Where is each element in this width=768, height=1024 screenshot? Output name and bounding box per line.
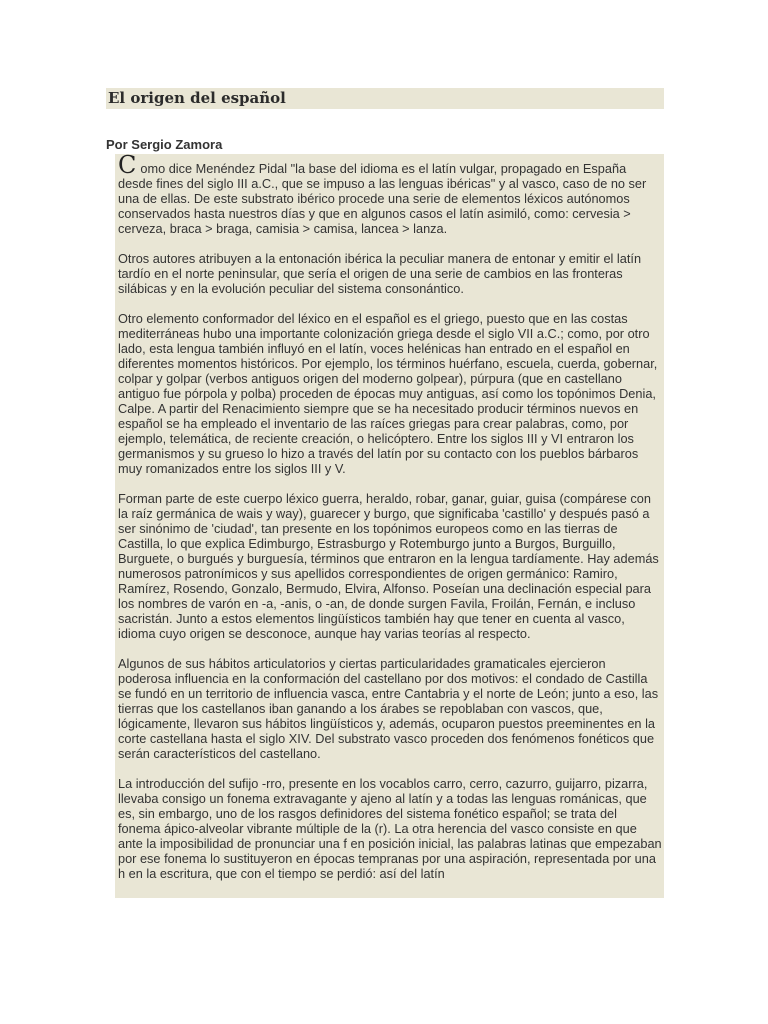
article-body	[118, 154, 662, 896]
article-panel	[115, 154, 664, 898]
paragraph-1	[118, 154, 662, 236]
title-bar	[106, 88, 664, 109]
paragraph-5: Algunos de sus hábitos articulatorios y ciertas particularidades gramaticales ejercieron poderosa influencia en la conformación del castellano por dos motivos: el condado de Castilla se fundó en un territorio de influencia vasca, entre Cantabria y el norte de León; junto a eso, las tierras que los castellanos iban ganando a los árabes se repoblaban con vascos, que, lógicamente, llevaron sus hábitos lingüísticos y, además, ocuparon puestos preeminentes en la corte castellana hasta el siglo XIV. Del substrato vasco proceden dos fenómenos fonéticos que serán característicos del castellano.	[118, 656, 659, 761]
paragraph-6: La introducción del sufijo -rro, presente en los vocablos carro, cerro, cazurro, guijarro, pizarra, llevaba consigo un fonema extravagante y ajeno al latín y a todas las lenguas románicas, que es, sin embargo, uno de los rasgos definidores del sistema fonético español; se trata del fonema ápico-alveolar vibrante múltiple de la (r). La otra herencia del vasco consiste en que ante la imposibilidad de pronunciar una f en posición inicial, las palabras latinas que empezaban por ese fonema lo sustituyeron en épocas tempranas por una aspiración, representada por una h en la escritura, que con el tiempo se perdió: así del latín	[118, 776, 662, 881]
paragraph-3: Otro elemento conformador del léxico en el español es el griego, puesto que en las costas mediterráneas hubo una importante colonización griega desde el siglo VII a.C.; como, por otro lado, esta lengua también influyó en el latín, voces helénicas han entrado en el español en diferentes momentos históricos. Por ejemplo, los términos huérfano, escuela, cuerda, gobernar, colpar y golpar (verbos antiguos origen del moderno golpear), púrpura (que en castellano antiguo fue pórpola y polba) proceden de épocas muy antiguas, así como los topónimos Denia, Calpe. A partir del Renacimiento siempre que se ha necesitado producir términos nuevos en español se ha empleado el inventario de las raíces griegas para crear palabras, como, por ejemplo, telemática, de reciente creación, o helicóptero. Entre los siglos III y VI entraron los germanismos y su grueso lo hizo a través del latín por su contacto con los pueblos bárbaros muy romanizados entre los siglos III y V.	[118, 311, 658, 476]
paragraph-4: Forman parte de este cuerpo léxico guerra, heraldo, robar, ganar, guiar, guisa (compárese con la raíz germánica de wais y way), guarecer y burgo, que significaba 'castillo' y después pasó a ser sinónimo de 'ciudad', tan presente en los topónimos europeos como en las tierras de Castilla, lo que explica Edimburgo, Estrasburgo y Rotemburgo junto a Burgos, Burguillo, Burguete, o burgués y burguesía, términos que entraron en la lengua tardíamente. Hay además numerosos patronímicos y sus apellidos correspondientes de origen germánico: Ramiro, Ramírez, Rosendo, Gonzalo, Bermudo, Elvira, Alfonso. Poseían una declinación especial para los nombres de varón en -a, -anis, o -an, de donde surgen Favila, Froilán, Fernán, e incluso sacristán. Junto a estos elementos lingüísticos también hay que tener en cuenta al vasco, idioma cuyo origen se desconoce, aunque hay varias teorías al respecto.	[118, 491, 659, 641]
paragraph-2: Otros autores atribuyen a la entonación ibérica la peculiar manera de entonar y emitir el latín tardío en el norte peninsular, que sería el origen de una serie de cambios en las fronteras silábicas y en la evolución peculiar del sistema consonántico.	[118, 251, 642, 296]
paragraph-1-text: omo dice Menéndez Pidal "la base del idioma es el latín vulgar, propagado en España desde fines del siglo III a.C., que se impuso a las lenguas ibéricas" y al vasco, caso de no ser una de ellas. De este substrato ibérico procede una serie de elementos léxicos autónomos conservados hasta nuestros días y que en algunos casos el latín asimiló, como: cervesia > cerveza, braca > braga, camisia > camisa, lancea > lanza.	[118, 161, 647, 236]
page-title: El origen del español	[108, 89, 286, 107]
drop-cap: C	[118, 154, 137, 179]
author-byline: Por Sergio Zamora	[106, 137, 223, 152]
